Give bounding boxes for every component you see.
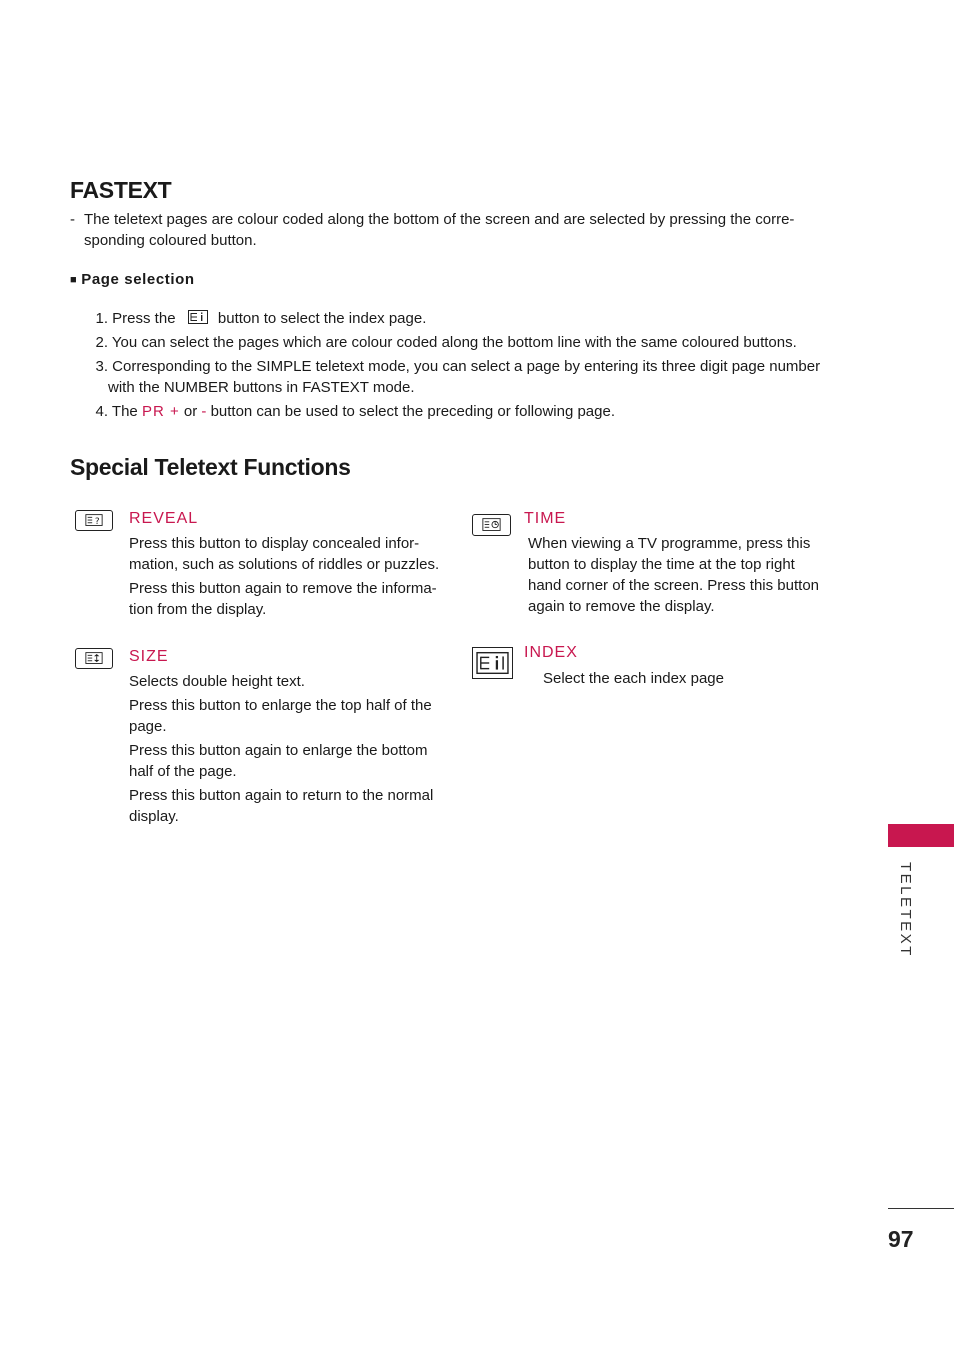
square-bullet-icon: ■ <box>70 274 78 286</box>
svg-text:?: ? <box>94 517 100 528</box>
fastext-heading: FASTEXT <box>70 177 172 203</box>
size-description: Selects double height text. Press this button to enlarge the top half of the page. Press this button again to enlarge the bottom half of the page. Press this button again to return to the normal display. <box>129 673 434 825</box>
index-title: INDEX <box>524 644 578 661</box>
footer-rule <box>888 1208 954 1209</box>
reveal-description: Press this button to display concealed infor- mation, such as solutions of riddles or puzzles. Press this button again to remove the informa- tion from the display. <box>129 535 440 618</box>
intro-dash: - <box>70 211 75 228</box>
time-description: When viewing a TV programme, press this button to display the time at the top right hand corner of the screen. Press this button again to remove the display. <box>528 535 819 615</box>
page-number: 97 <box>888 1226 914 1252</box>
time-icon <box>472 514 511 536</box>
list-item: 3. Corresponding to the SIMPLE teletext mode, you can select a page by entering its three digit page number with the NUMBER buttons in FASTEXT mode. <box>95 358 821 396</box>
intro-line-2: sponding coloured button. <box>84 232 257 249</box>
index-description: Select the each index page <box>543 670 724 687</box>
list-item: 1. Press the button to select the index page. <box>95 310 427 327</box>
time-title: TIME <box>524 510 567 527</box>
minus-label: - <box>201 403 207 420</box>
index-icon <box>472 647 513 679</box>
page-selection-heading <box>70 271 195 288</box>
list-item: 2. You can select the pages which are colour coded along the bottom line with the same coloured buttons. <box>95 334 797 351</box>
reveal-icon <box>75 510 113 531</box>
size-icon <box>75 648 113 669</box>
side-tab-bar <box>888 824 954 847</box>
size-title: SIZE <box>129 648 169 665</box>
index-icon <box>188 309 208 323</box>
special-functions-heading: Special Teletext Functions <box>70 454 351 480</box>
pr-plus-label: PR + <box>141 403 180 420</box>
page-selection-label: Page selection <box>81 271 195 288</box>
reveal-title: REVEAL <box>129 510 199 527</box>
intro-line-1: The teletext pages are colour coded along the bottom of the screen and are selected by pressing the corre- <box>84 211 795 228</box>
fastext-intro <box>70 209 830 251</box>
list-item: 4. The PR + or - button can be used to select the preceding or following page. <box>95 403 616 420</box>
side-tab-label: TELETEXT <box>897 862 914 958</box>
